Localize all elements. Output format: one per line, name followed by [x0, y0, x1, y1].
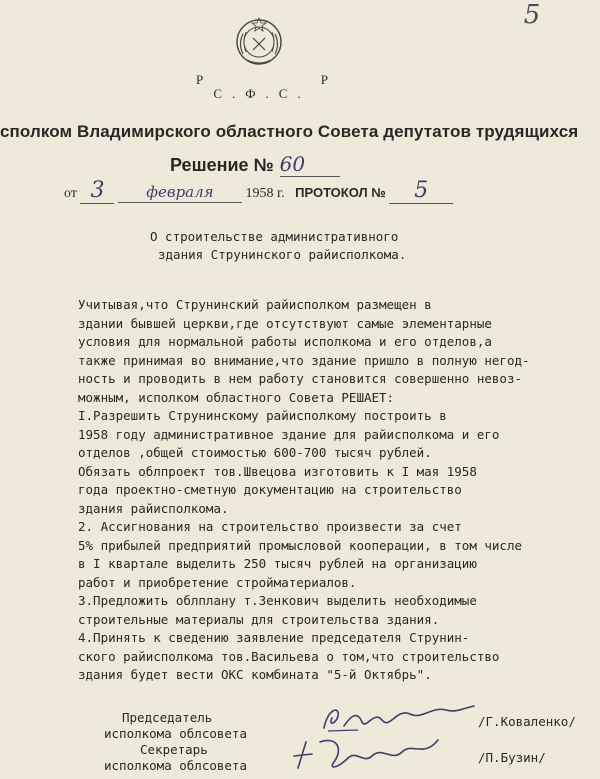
body-line: условия для нормальной работы исполкома и его отделов,а [78, 334, 492, 349]
date-year: 1958 г. [245, 186, 285, 201]
protocol-number: 5 [414, 178, 429, 203]
body-line: ского райисполкома тов.Васильева о том,что строительство [78, 648, 500, 664]
state-emblem-icon [232, 14, 286, 68]
chair-name: /Г.Коваленко/ [478, 714, 576, 729]
body-line: также принимая во внимание,что здание пришло в полную негод- [78, 352, 530, 368]
body-line: отделов ,общей стоимостью 600-700 тысяч рублей. [78, 445, 432, 460]
chair-name-text: Г.Коваленко [485, 714, 569, 729]
body-line: строительные материалы для строительства здания. [78, 611, 440, 627]
secretary-name-text: П.Бузин [485, 750, 539, 765]
rsfsr-letter-left: Р [196, 72, 204, 87]
body-line: в I квартале выделить 250 тысяч рублей на организацию [78, 556, 477, 571]
decision-body [78, 296, 578, 685]
body-line: I.Разрешить Струнинскому райисполкому построить в [78, 408, 447, 423]
body-line: 2. Ассигнования на строительство произвести за счет [78, 519, 462, 534]
page-number: 5 [523, 0, 541, 30]
date-line [64, 178, 453, 204]
decision-label: Решение № [170, 155, 274, 175]
body-line: здания райисполкома. [78, 500, 229, 516]
date-prefix: от [64, 186, 77, 201]
chair-title-line: исполкома облсовета [104, 726, 247, 741]
date-day: 3 [90, 178, 105, 203]
chair-title [104, 710, 247, 742]
body-line: ность и проводить в нем работу становится совершенно невоз- [78, 371, 523, 386]
decision-subject [150, 228, 480, 264]
body-line: можным, исполком областного Совета РЕШАЕТ: [78, 389, 395, 405]
body-line: Учитывая,что Струнинский райисполком размещен в [78, 297, 432, 312]
secretary-name: /П.Бузин/ [478, 750, 546, 765]
secretary-title [104, 742, 247, 774]
subject-line: О строительстве административного [150, 229, 399, 244]
date-month: февраля [146, 183, 214, 201]
protocol-label: ПРОТОКОЛ № [295, 185, 386, 200]
secretary-title-line: исполкома облсовета [104, 758, 247, 773]
decision-number: 60 [280, 152, 340, 177]
subject-line: здания Струнинского райисполкома. [158, 247, 407, 262]
body-line: работ и приобретение стройматериалов. [78, 574, 357, 590]
body-line: года проектно-сметную документацию на строительство [78, 482, 462, 497]
rsfsr-letter-right: Р [320, 72, 328, 87]
date-month-field [118, 183, 242, 203]
body-line: 5% прибылей предприятий промысловой кооперации, в том числе [78, 537, 523, 553]
decision-heading [170, 152, 340, 177]
secretary-title-line: Секретарь [140, 742, 208, 757]
organization-title: сполком Владимирского областного Совета депутатов трудящихся [0, 122, 579, 141]
protocol-number-field [389, 178, 453, 204]
body-line: здания будет вести ОКС комбината "5-й Октябрь". [78, 667, 432, 682]
rsfsr-bottom-letters: С.Ф.С. [213, 86, 311, 101]
body-line: Обязать облпроект тов.Швецова изготовить к I мая 1958 [78, 463, 477, 479]
body-line: 4.Принять к сведению заявление председателя Струнин- [78, 630, 470, 645]
date-day-field [80, 178, 114, 204]
body-line: здании бывшей церкви,где отсутствуют самые элементарные [78, 315, 492, 331]
body-line: 1958 году административное здание для райисполкома и его [78, 426, 500, 442]
secretary-signature-icon [290, 728, 460, 776]
chair-title-line: Председатель [122, 710, 213, 725]
body-line: 3.Предложить облплану т.Зенкович выделить необходимые [78, 593, 477, 608]
